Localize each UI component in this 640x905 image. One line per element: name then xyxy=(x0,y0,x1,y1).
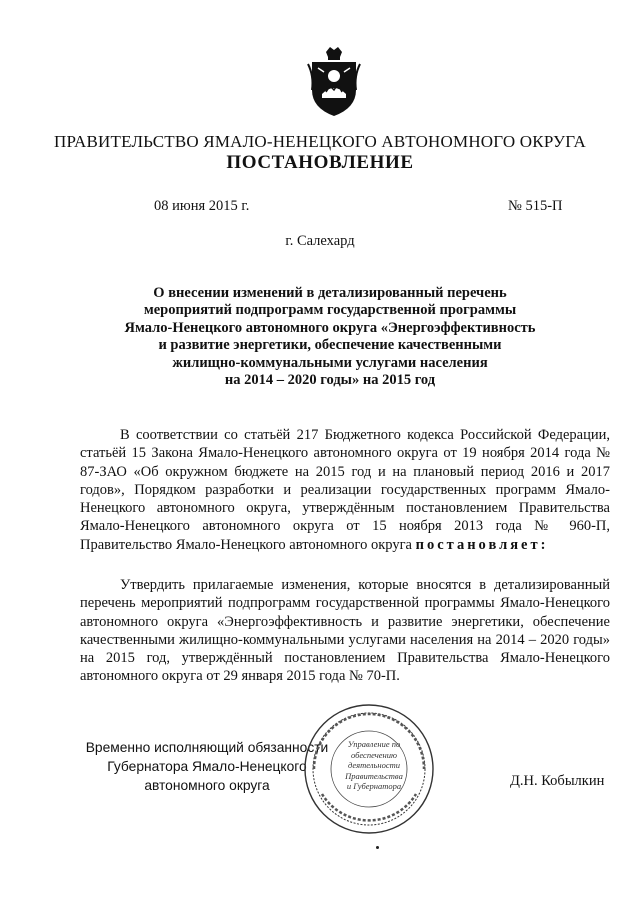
coat-of-arms-emblem xyxy=(304,46,364,118)
stamp-line: Управление по xyxy=(347,739,401,749)
body-paragraph-2: Утвердить прилагаемые изменения, которые вносятся в детализированный перечень мероприятий подпрограмм государственной программы Ямало-Ненецкого автономного округа «Энергоэффективность и развитие энергетики, обеспечение качественными жилищно-коммунальными услугами населения на 2014 – 2020 годы» на 2015 год, утверждённый постановлением Правительства Ямало-Ненецкого автономного округа от 29 января 2015 года № 70-П. xyxy=(80,577,610,685)
body-paragraph-1 xyxy=(80,426,610,554)
title-line: мероприятий подпрограмм государственной программы xyxy=(143,302,517,319)
position-line: Губернатора Ямало-Ненецкого xyxy=(107,759,307,774)
stamp-inner-text xyxy=(340,739,408,792)
title-line: Ямало-Ненецкого автономного округа «Энергоэффективность xyxy=(124,319,536,336)
paragraph-1-text: В соответствии со статьёй 217 Бюджетного кодекса Российской Федерации, статьёй 15 Закона Ямало-Ненецкого автономного округа от 19 ноября 2014 года № 87-ЗАО «Об окружном бюджете на 2015 год и на плановый период 2016 и 2017 годов», Порядком разработки и реализации государственных программ Ямало-Ненецкого автономного округа, утверждённым постановлением Правительства Ямало-Ненецкого автономного округа от 15 ноября 2013 года № 960-П, Правительство Ямало-Ненецкого автономного округа xyxy=(80,427,610,553)
decree-word: постановляет: xyxy=(415,536,549,553)
stamp-line: Правительства xyxy=(345,770,403,781)
position-line: Временно исполняющий обязанности xyxy=(85,740,329,755)
scan-dot xyxy=(376,846,379,849)
document-city: г. Салехард xyxy=(285,233,355,249)
title-line: и развитие энергетики, обеспечение качественными xyxy=(158,337,502,354)
title-line: О внесении изменений в детализированный перечень xyxy=(153,285,507,301)
stamp-line: деятельности xyxy=(347,760,401,771)
title-line: на 2014 – 2020 годы» на 2015 год xyxy=(224,372,436,389)
government-name: ПРАВИТЕЛЬСТВО ЯМАЛО-НЕНЕЦКОГО АВТОНОМНОГО ОКРУГА xyxy=(54,132,586,151)
title-line: жилищно-коммунальными услугами населения xyxy=(172,354,488,371)
document-number: № 515-П xyxy=(508,198,563,214)
signatory-position xyxy=(82,738,332,795)
stamp-line: и Губернатора xyxy=(346,781,402,792)
signatory-name: Д.Н. Кобылкин xyxy=(510,773,605,789)
document-type: ПОСТАНОВЛЕНИЕ xyxy=(226,152,414,173)
stamp-line: обеспечению xyxy=(350,749,398,760)
document-date: 08 июня 2015 г. xyxy=(154,198,250,214)
position-line: автономного округа xyxy=(144,778,270,793)
document-title xyxy=(60,285,600,389)
